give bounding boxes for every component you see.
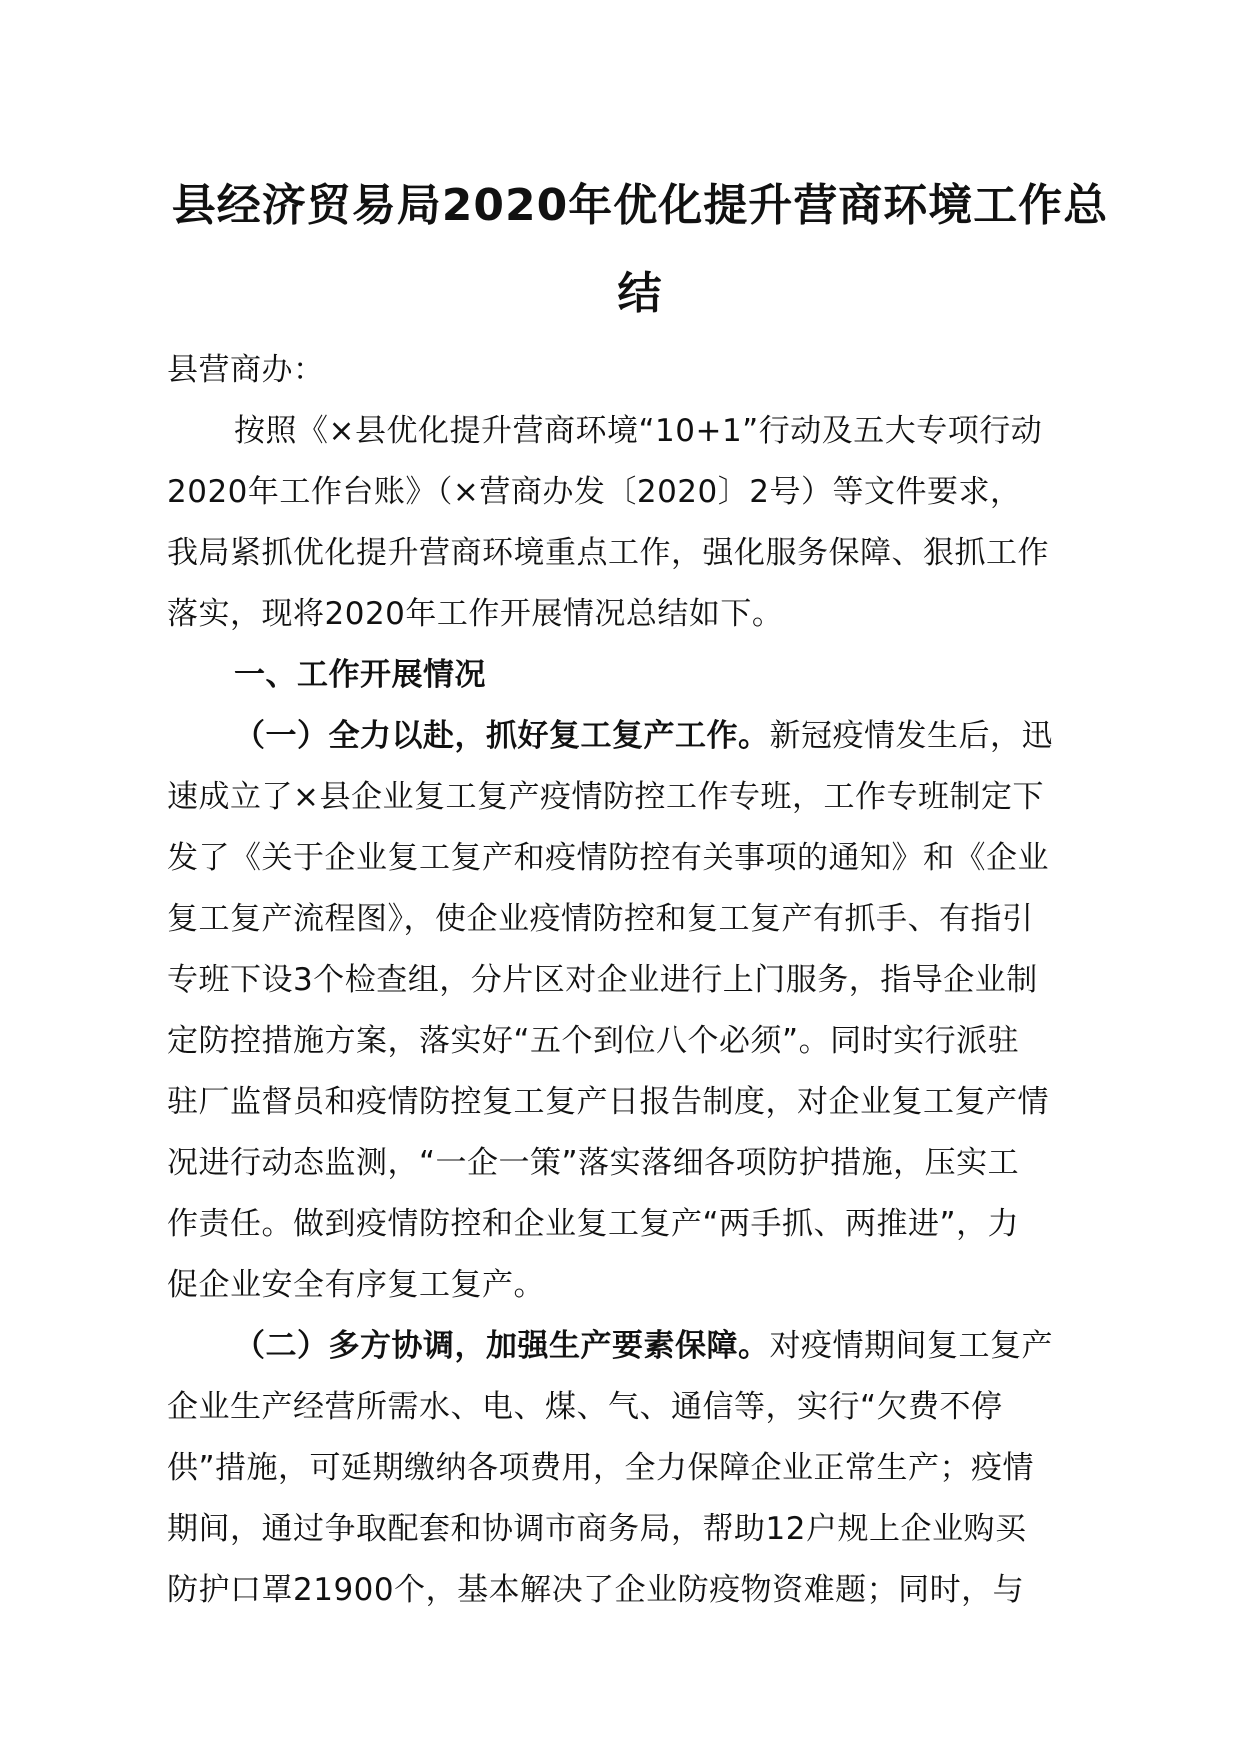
section-heading: 一、工作开展情况 xyxy=(234,657,486,693)
item1-lead: （一）全力以赴，抓好复工复产工作。 xyxy=(234,718,770,754)
item2-line: 供”措施，可延期缴纳各项费用，全力保障企业正常生产；疫情 xyxy=(167,1450,1035,1486)
item1-line: 速成立了×县企业复工复产疫情防控工作专班，工作专班制定下 xyxy=(167,779,1044,815)
item1-line: 专班下设3个检查组，分片区对企业进行上门服务，指导企业制 xyxy=(167,962,1038,998)
item1-first-line xyxy=(167,706,1117,767)
title-line-2: 结 xyxy=(617,268,663,319)
document-body xyxy=(167,340,1117,1621)
item2-lead: （二）多方协调，加强生产要素保障。 xyxy=(234,1328,770,1364)
item1-line: 复工复产流程图》，使企业疫情防控和复工复产有抓手、有指引 xyxy=(167,901,1034,937)
document-title xyxy=(150,162,1130,338)
intro-line: 按照《×县优化提升营商环境“10+1”行动及五大专项行动 xyxy=(234,413,1043,449)
item1-line: 作责任。做到疫情防控和企业复工复产“两手抓、两推进”，力 xyxy=(167,1206,1020,1242)
item2-first-line xyxy=(167,1316,1117,1377)
intro-line: 落实，现将2020年工作开展情况总结如下。 xyxy=(167,596,784,632)
item1-line: 发了《关于企业复工复产和疫情防控有关事项的通知》和《企业 xyxy=(167,840,1049,876)
salutation: 县营商办： xyxy=(167,352,325,388)
title-line-1: 县经济贸易局2020年优化提升营商环境工作总 xyxy=(171,180,1109,231)
item2-line: 期间，通过争取配套和协调市商务局，帮助12户规上企业购买 xyxy=(167,1511,1027,1547)
item2-first-line-rest: 对疫情期间复工复产 xyxy=(769,1328,1053,1364)
item2-line: 防护口罩21900个，基本解决了企业防疫物资难题；同时，与 xyxy=(167,1572,1025,1608)
item1-first-line-rest: 新冠疫情发生后，迅 xyxy=(769,718,1053,754)
item1-line: 驻厂监督员和疫情防控复工复产日报告制度，对企业复工复产情 xyxy=(167,1084,1049,1120)
item1-line: 况进行动态监测，“一企一策”落实落细各项防护措施，压实工 xyxy=(167,1145,1020,1181)
item1-line: 定防控措施方案，落实好“五个到位八个必须”。同时实行派驻 xyxy=(167,1023,1020,1059)
item1-line: 促企业安全有序复工复产。 xyxy=(167,1267,545,1303)
item2-line: 企业生产经营所需水、电、煤、气、通信等，实行“欠费不停 xyxy=(167,1389,1003,1425)
intro-line: 2020年工作台账》（×营商办发〔2020〕2号）等文件要求， xyxy=(167,474,1022,510)
intro-line: 我局紧抓优化提升营商环境重点工作，强化服务保障、狠抓工作 xyxy=(167,535,1049,571)
